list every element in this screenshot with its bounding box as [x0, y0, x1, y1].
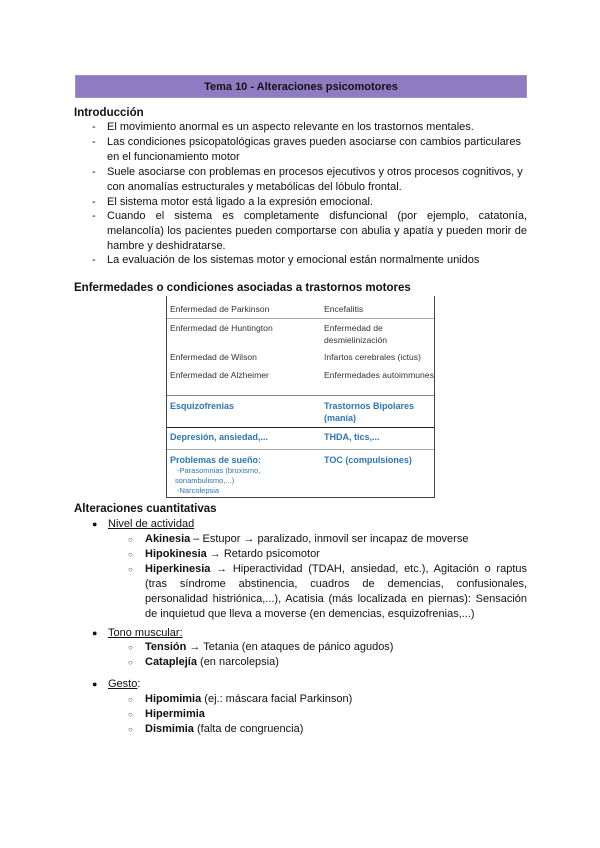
desc: → Hiperactividad (TDAH, ansiedad, etc.), Agitación o raptus (tras síndrome abstinencia, cuadros de demencias, confusionales, personalidad histriónica,...), Acatisia (más localizada en piernas): Sensación de inquietud que lleva a moverse (en demencias, esquizofrenias,...): [145, 563, 527, 620]
item-text: Las condiciones psicopatológicas graves pueden asociarse con cambios particulares en el funcionamiento motor: [107, 136, 521, 163]
table-cell: Depresión, ansiedad,...: [170, 432, 269, 442]
item-text: Suele asociarse con problemas en procesos ejecutivos y otros procesos cognitivos, y con anomalías estructurales y metabólicas del lóbulo frontal.: [107, 166, 523, 193]
row-divider: [167, 427, 434, 428]
table-cell: Esquizofrenias: [170, 401, 235, 411]
desc: (falta de congruencia): [193, 723, 304, 735]
table-cell: Enfermedad de Wilson: [170, 352, 257, 362]
table-cell: Enfermedad de desmielinización: [324, 323, 388, 345]
desc: – Estupor → paralizado, inmovil ser incapaz de moverse: [190, 533, 469, 545]
list-item: ○ Akinesia – Estupor → paralizado, inmovil ser incapaz de moverse: [128, 533, 469, 545]
list-item: ○ Tensión → Tetania (en ataques de pánico agudos): [128, 641, 394, 653]
term: Hipomimia: [145, 693, 202, 705]
label-suffix: :: [137, 678, 141, 690]
label-text: Gesto: [108, 678, 138, 690]
intro-heading: Introducción: [74, 107, 144, 119]
diseases-table: [166, 296, 435, 498]
table-cell: Encefalitis: [324, 304, 364, 314]
group-label: ● Tono muscular:: [92, 627, 183, 639]
desc: (ej.: máscara facial Parkinson): [201, 693, 353, 705]
term: Hipermimia: [145, 708, 205, 720]
table-cell: -Parasomnias (bruxismo, sonambulismo,...): [175, 466, 261, 485]
desc: (en narcolepsia): [196, 656, 279, 668]
list-item: ○ Hipomimia (ej.: máscara facial Parkinson): [128, 693, 353, 705]
row-divider: [167, 449, 434, 450]
list-item: - Cuando el sistema es completamente disfuncional (por ejemplo, catatonía, melancolía) los pacientes pueden comportarse con abulia y apatía y pueden morir de hambre y deshidratarse.: [92, 210, 527, 252]
table-cell: Enfermedad de Alzheimer: [170, 370, 269, 380]
term: Cataplejía: [145, 656, 197, 668]
table-cell: -Narcolepsia: [177, 486, 220, 495]
list-item: - Las condiciones psicopatológicas graves pueden asociarse con cambios particulares en el funcionamiento motor: [92, 136, 521, 163]
table-cell: TOC (compulsiones): [324, 455, 412, 465]
item-text: El movimiento anormal es un aspecto relevante en los trastornos mentales.: [107, 121, 474, 133]
label-text: Nivel de actividad: [108, 518, 195, 530]
list-item: ○ Hiperkinesia → Hiperactividad (TDAH, ansiedad, etc.), Agitación o raptus (tras síndrome abstinencia, cuadros de demencias, confusionales, personalidad histriónica,...), Acatisia (más localizada en piernas): Sensación de inquietud que lleva a moverse (en demencias, esquizofrenias,...): [128, 563, 527, 620]
table-cell: Enfermedad de Huntington: [170, 323, 273, 333]
desc: → Retardo psicomotor: [206, 548, 320, 560]
row-divider: [167, 318, 434, 319]
list-item: - Suele asociarse con problemas en procesos ejecutivos y otros procesos cognitivos, y con anomalías estructurales y metabólicas del lóbulo frontal.: [92, 166, 523, 193]
row-divider: [167, 395, 434, 396]
table-cell: THDA, tics,...: [324, 432, 380, 442]
item-text: La evaluación de los sistemas motor y emocional están normalmente unidos: [107, 254, 480, 266]
item-text: Cuando el sistema es completamente disfuncional (por ejemplo, catatonía, melancolía) los pacientes pueden comportarse con abulia y apatía y pueden morir de hambre y deshidratarse.: [107, 210, 527, 252]
group-label: ● Gesto:: [92, 678, 141, 690]
list-item: - La evaluación de los sistemas motor y emocional están normalmente unidos: [92, 254, 480, 266]
list-item: ○ Dismimia (falta de congruencia): [128, 723, 304, 735]
list-item: - El movimiento anormal es un aspecto relevante en los trastornos mentales.: [92, 121, 474, 133]
diseases-heading: Enfermedades o condiciones asociadas a trastornos motores: [74, 282, 411, 294]
item-text: El sistema motor está ligado a la expresión emocional.: [107, 196, 373, 208]
list-item: ○ Cataplejía (en narcolepsia): [128, 656, 279, 668]
quant-heading: Alteraciones cuantitativas: [74, 503, 217, 515]
table-cell: Problemas de sueño:: [170, 455, 262, 465]
table-cell: Enfermedades autoimmunes: [324, 370, 434, 380]
list-item: - El sistema motor está ligado a la expresión emocional.: [92, 196, 373, 208]
term: Hiperkinesia: [145, 563, 211, 575]
term: Tensión: [145, 641, 187, 653]
term: Hipokinesia: [145, 548, 207, 560]
term: Dismimia: [145, 723, 194, 735]
group-label: ● Nivel de actividad: [92, 518, 195, 530]
table-cell: Enfermedad de Parkinson: [170, 304, 270, 314]
table-cell: Trastornos Bipolares (manía): [324, 401, 415, 423]
label-text: Tono muscular:: [108, 627, 183, 639]
table-cell: Infartos cerebrales (ictus): [324, 352, 421, 362]
list-item: ○ Hipermimia: [128, 708, 205, 720]
page-title: Tema 10 - Alteraciones psicomotores: [75, 75, 527, 98]
list-item: ○ Hipokinesia → Retardo psicomotor: [128, 548, 320, 560]
desc: → Tetania (en ataques de pánico agudos): [186, 641, 394, 653]
term: Akinesia: [145, 533, 191, 545]
